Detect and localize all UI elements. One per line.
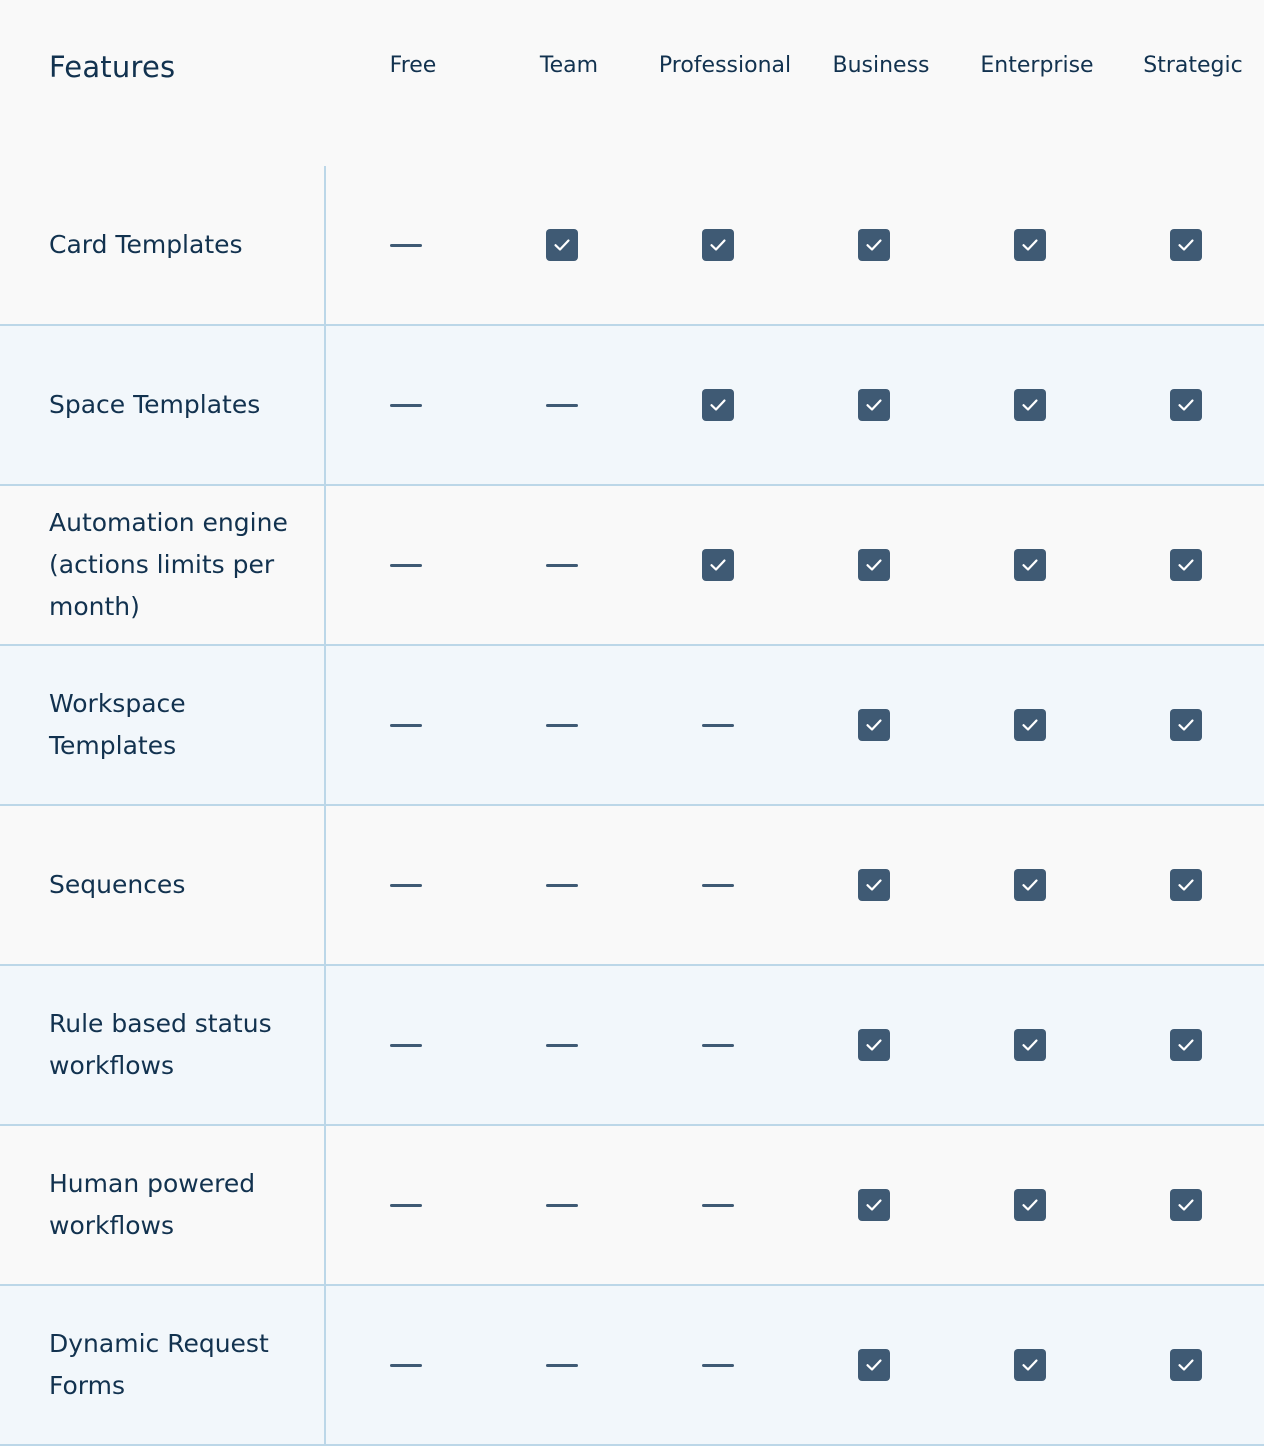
cell-enterprise bbox=[952, 326, 1108, 484]
cell-enterprise bbox=[952, 1126, 1108, 1284]
cell-team bbox=[484, 646, 640, 804]
checkbox-checked-icon bbox=[702, 229, 734, 261]
cell-professional bbox=[640, 486, 796, 644]
cell-team bbox=[484, 966, 640, 1124]
checkbox-checked-icon bbox=[858, 389, 890, 421]
cell-enterprise bbox=[952, 806, 1108, 964]
dash-icon bbox=[390, 884, 422, 887]
feature-label-cell bbox=[0, 486, 326, 644]
plan-header-free: Free bbox=[389, 53, 437, 78]
checkbox-checked-icon bbox=[1014, 869, 1046, 901]
cell-enterprise bbox=[952, 486, 1108, 644]
dash-icon bbox=[390, 244, 422, 247]
dash-icon bbox=[702, 1044, 734, 1047]
cell-team bbox=[484, 1286, 640, 1444]
cell-team bbox=[484, 1126, 640, 1284]
feature-label: Sequences bbox=[49, 870, 186, 899]
feature-label-cell bbox=[0, 326, 326, 484]
cell-strategic bbox=[1108, 806, 1264, 964]
dash-icon bbox=[702, 1364, 734, 1367]
dash-icon bbox=[390, 404, 422, 407]
plan-header-enterprise: Enterprise bbox=[980, 53, 1094, 78]
feature-label-cell bbox=[0, 646, 326, 804]
feature-label-cell bbox=[0, 806, 326, 964]
cell-strategic bbox=[1108, 966, 1264, 1124]
cell-professional bbox=[640, 326, 796, 484]
table-row bbox=[0, 1126, 1264, 1286]
cell-strategic bbox=[1108, 1286, 1264, 1444]
checkbox-checked-icon bbox=[1014, 709, 1046, 741]
cell-professional bbox=[640, 166, 796, 324]
plan-header-professional: Professional bbox=[658, 53, 792, 78]
checkbox-checked-icon bbox=[858, 1349, 890, 1381]
cell-business bbox=[796, 486, 952, 644]
checkbox-checked-icon bbox=[858, 1189, 890, 1221]
checkbox-checked-icon bbox=[1170, 709, 1202, 741]
dash-icon bbox=[390, 724, 422, 727]
table-row bbox=[0, 486, 1264, 646]
checkbox-checked-icon bbox=[1014, 229, 1046, 261]
feature-label: Workspace Templates bbox=[49, 689, 186, 760]
checkbox-checked-icon bbox=[546, 229, 578, 261]
cell-free bbox=[328, 1286, 484, 1444]
cell-business bbox=[796, 646, 952, 804]
cell-team bbox=[484, 806, 640, 964]
cell-professional bbox=[640, 806, 796, 964]
cell-strategic bbox=[1108, 486, 1264, 644]
features-title: Features bbox=[49, 50, 176, 84]
feature-label-cell bbox=[0, 1126, 326, 1284]
cell-business bbox=[796, 166, 952, 324]
checkbox-checked-icon bbox=[1014, 549, 1046, 581]
checkbox-checked-icon bbox=[858, 549, 890, 581]
cell-team bbox=[484, 486, 640, 644]
checkbox-checked-icon bbox=[702, 549, 734, 581]
plan-header-strategic: Strategic bbox=[1143, 53, 1243, 78]
feature-label-cell bbox=[0, 1286, 326, 1444]
checkbox-checked-icon bbox=[1170, 1029, 1202, 1061]
plan-header-team: Team bbox=[539, 53, 599, 78]
checkbox-checked-icon bbox=[858, 229, 890, 261]
cell-team bbox=[484, 326, 640, 484]
cell-strategic bbox=[1108, 646, 1264, 804]
cell-free bbox=[328, 486, 484, 644]
checkbox-checked-icon bbox=[1170, 549, 1202, 581]
checkbox-checked-icon bbox=[1170, 389, 1202, 421]
cell-strategic bbox=[1108, 1126, 1264, 1284]
cell-enterprise bbox=[952, 166, 1108, 324]
checkbox-checked-icon bbox=[858, 1029, 890, 1061]
dash-icon bbox=[546, 1204, 578, 1207]
cell-business bbox=[796, 806, 952, 964]
checkbox-checked-icon bbox=[858, 869, 890, 901]
feature-label: Dynamic Request Forms bbox=[49, 1329, 269, 1400]
cell-professional bbox=[640, 966, 796, 1124]
feature-label: Card Templates bbox=[49, 230, 243, 259]
cell-free bbox=[328, 1126, 484, 1284]
cell-professional bbox=[640, 646, 796, 804]
cell-enterprise bbox=[952, 646, 1108, 804]
cell-free bbox=[328, 646, 484, 804]
dash-icon bbox=[390, 1204, 422, 1207]
cell-enterprise bbox=[952, 1286, 1108, 1444]
dash-icon bbox=[702, 724, 734, 727]
dash-icon bbox=[546, 404, 578, 407]
cell-team bbox=[484, 166, 640, 324]
feature-label-cell bbox=[0, 166, 326, 324]
dash-icon bbox=[702, 1204, 734, 1207]
table-row bbox=[0, 646, 1264, 806]
cell-business bbox=[796, 1286, 952, 1444]
table-row bbox=[0, 966, 1264, 1126]
feature-label: Rule based status workflows bbox=[49, 1009, 272, 1080]
cell-free bbox=[328, 806, 484, 964]
checkbox-checked-icon bbox=[858, 709, 890, 741]
cell-professional bbox=[640, 1126, 796, 1284]
plan-header-business: Business bbox=[832, 53, 930, 78]
dash-icon bbox=[546, 884, 578, 887]
checkbox-checked-icon bbox=[1170, 229, 1202, 261]
cell-free bbox=[328, 966, 484, 1124]
checkbox-checked-icon bbox=[1014, 389, 1046, 421]
dash-icon bbox=[546, 1364, 578, 1367]
table-row bbox=[0, 806, 1264, 966]
checkbox-checked-icon bbox=[1014, 1349, 1046, 1381]
feature-label: Human powered workflows bbox=[49, 1169, 256, 1240]
cell-business bbox=[796, 966, 952, 1124]
checkbox-checked-icon bbox=[1170, 1189, 1202, 1221]
feature-comparison-table bbox=[0, 166, 1264, 1446]
cell-enterprise bbox=[952, 966, 1108, 1124]
dash-icon bbox=[546, 564, 578, 567]
dash-icon bbox=[390, 564, 422, 567]
cell-free bbox=[328, 326, 484, 484]
cell-free bbox=[328, 166, 484, 324]
cell-strategic bbox=[1108, 326, 1264, 484]
comparison-header bbox=[0, 0, 1264, 166]
table-row bbox=[0, 326, 1264, 486]
table-row bbox=[0, 1286, 1264, 1446]
checkbox-checked-icon bbox=[1170, 869, 1202, 901]
table-row bbox=[0, 166, 1264, 326]
cell-professional bbox=[640, 1286, 796, 1444]
cell-business bbox=[796, 1126, 952, 1284]
feature-label-cell bbox=[0, 966, 326, 1124]
feature-label: Automation engine (actions limits per month) bbox=[49, 508, 288, 621]
checkbox-checked-icon bbox=[1170, 1349, 1202, 1381]
feature-label: Space Templates bbox=[49, 390, 261, 419]
dash-icon bbox=[546, 724, 578, 727]
dash-icon bbox=[702, 884, 734, 887]
checkbox-checked-icon bbox=[702, 389, 734, 421]
cell-business bbox=[796, 326, 952, 484]
dash-icon bbox=[390, 1364, 422, 1367]
cell-strategic bbox=[1108, 166, 1264, 324]
checkbox-checked-icon bbox=[1014, 1029, 1046, 1061]
dash-icon bbox=[390, 1044, 422, 1047]
dash-icon bbox=[546, 1044, 578, 1047]
checkbox-checked-icon bbox=[1014, 1189, 1046, 1221]
